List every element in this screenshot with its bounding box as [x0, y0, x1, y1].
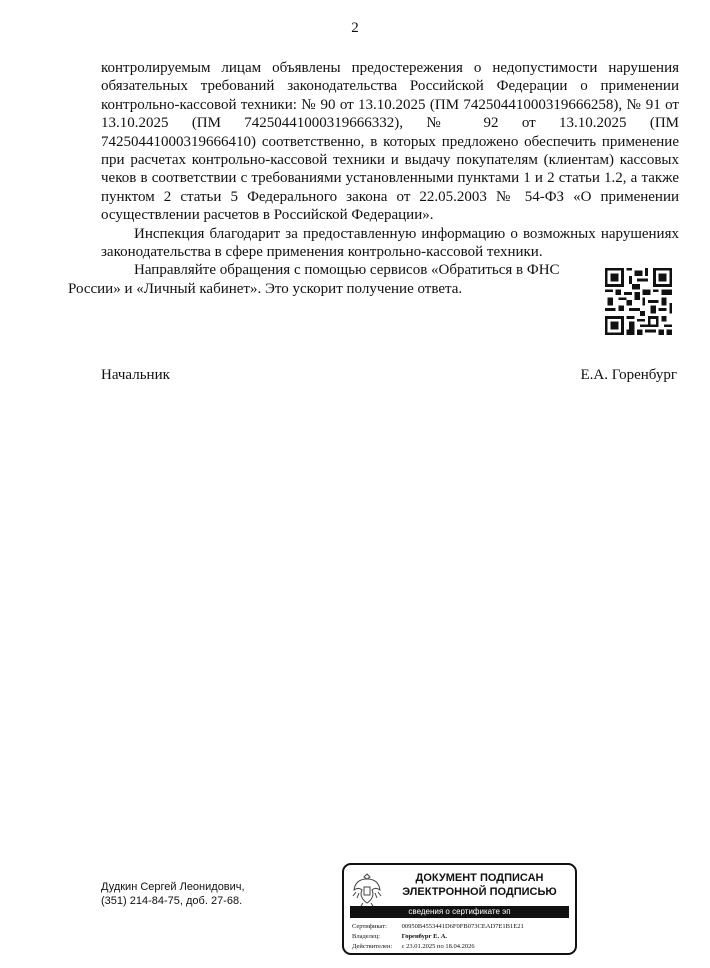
paragraph-3	[68, 261, 679, 298]
stamp-title	[388, 871, 571, 899]
stamp-row-cert	[352, 922, 524, 932]
coat-of-arms-icon	[350, 870, 384, 908]
valid-value: с 23.01.2025 по 18.04.2026	[401, 943, 475, 950]
paragraph-1: контролируемым лицам объявлены предостережения о недопустимости нарушения обязательных требований законодательства Российской Федерации о применении контрольно-кассовой техники: № 90 от 13.10.2025 (ПМ 74250441000319666258), № 91 от 13.10.2025 (ПМ 74250441000319666332), № 92 от 13.10.2025 (ПМ 74250441000319666410) соответственно, в которых предложено обеспечить применение при расчетах контрольно-кассовой техники и выдачу покупателям (клиентам) кассовых чеков в соответствии с требованиями установленными пунктами 1 и 2 статьи 1.2, а также пунктом 2 статьи 5 Федерального закона от 22.05.2003 № 54-ФЗ «О применении осуществлении расчетов в Российской Федерации».	[101, 60, 679, 224]
cert-value: 00950B4553441D6F0FB073CEAD7E1B1E21	[401, 923, 524, 930]
page-number: 2	[351, 20, 359, 36]
qr-code-icon	[605, 268, 672, 335]
signer-title: Начальник	[101, 367, 170, 383]
signer-name: Е.А. Горенбург	[580, 367, 677, 383]
stamp-row-valid	[352, 942, 524, 952]
owner-label: Владелец:	[352, 933, 381, 940]
cert-label: Сертификат:	[352, 923, 387, 930]
stamp-details	[352, 922, 524, 952]
executor-name: Дудкин Сергей Леонидович,	[101, 881, 245, 893]
stamp-band: сведения о сертификате эп	[350, 906, 569, 918]
valid-label: Действителен:	[352, 943, 393, 950]
stamp-row-owner	[352, 932, 524, 942]
paragraph-2: Инспекция благодарит за предоставленную информацию о возможных нарушениях законодательства в сфере применения контрольно-кассовой техники.	[101, 225, 679, 261]
owner-value: Горенбург Е. А.	[401, 933, 448, 940]
stamp-title-line-1: ДОКУМЕНТ ПОДПИСАН	[415, 872, 544, 884]
executor-phone: (351) 214-84-75, доб. 27-68.	[101, 895, 243, 907]
executor-info	[101, 880, 245, 908]
e-signature-stamp	[342, 863, 577, 955]
paragraph-3-line-1: Направляйте обращения с помощью сервисов «Обратиться в ФНС	[134, 262, 560, 279]
letter-body	[68, 59, 679, 298]
stamp-title-line-2: ЭЛЕКТРОННОЙ ПОДПИСЬЮ	[402, 886, 557, 898]
paragraph-3-line-2: России» и «Личный кабинет». Это ускорит получение ответа.	[68, 280, 463, 297]
